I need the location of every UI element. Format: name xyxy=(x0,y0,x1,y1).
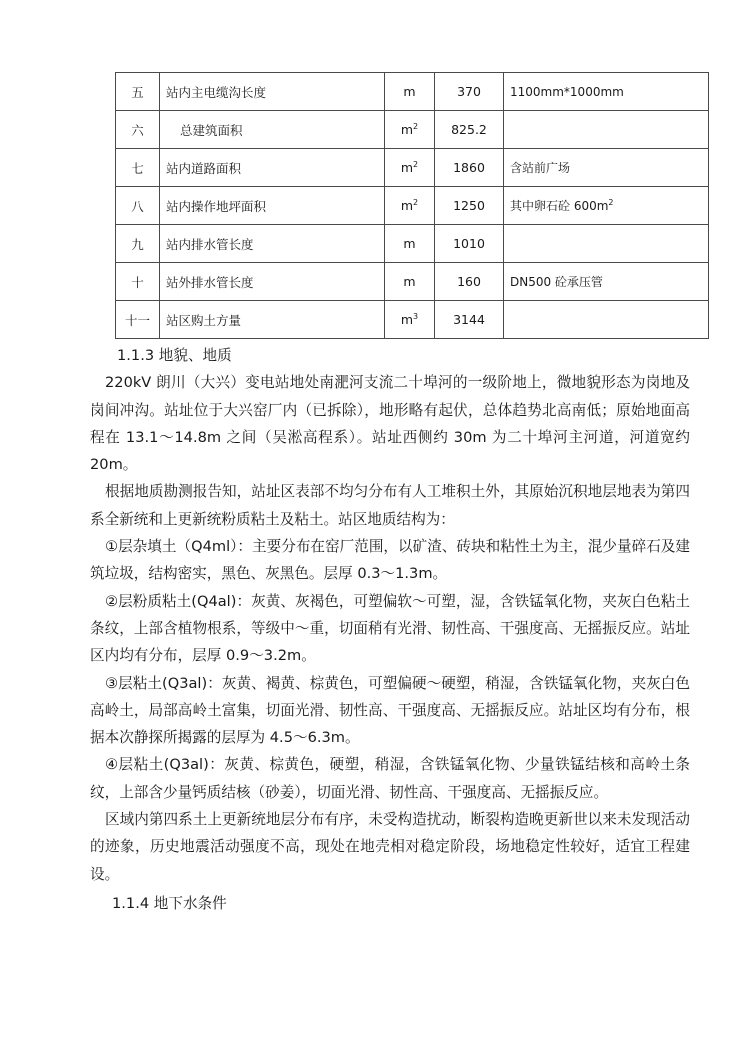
paragraph-layer-4: ④层粘土(Q3al)：灰黄、棕黄色，硬塑，稍湿，含铁锰氧化物、少量铁锰结核和高岭土条纹，上部含少量钙质结核（砂姜），切面光滑、韧性高、干强度高、无摇振反应。 xyxy=(90,756,690,801)
cell-number-text: 十一 xyxy=(124,312,150,328)
cell-note xyxy=(504,301,709,339)
superscript: 2 xyxy=(413,160,419,169)
cell-note xyxy=(504,187,709,225)
paragraph-geology-intro: 根据地质勘测报告知，站址区表部不均匀分布有人工堆积土外，其原始沉积地层地表为第四系全新统和上更新统粉质粘土及粘土。站区地质结构为： xyxy=(90,483,690,528)
cell-quantity-text: 160 xyxy=(457,274,481,289)
cell-note-text: 其中卵石砼 600m xyxy=(510,199,609,213)
cell-number xyxy=(116,301,160,339)
paragraph-layer-3: ③层粘土(Q3al)：灰黄、褐黄、棕黄色，可塑偏硬～硬塑，稍湿，含铁锰氧化物，夹灰白色高岭土，局部高岭土富集，切面光滑、韧性高、干强度高、无摇振反应。站址区均有分布，根据本次静探所揭露的层厚为 4.5～6.3m。 xyxy=(90,674,690,747)
cell-number-text: 十 xyxy=(131,274,144,290)
section-heading-1-1-3: 1.1.3 地貌、地质 xyxy=(117,347,232,364)
superscript: 2 xyxy=(413,122,419,131)
table-row xyxy=(116,149,709,187)
table-row xyxy=(116,225,709,263)
cell-unit-text: m xyxy=(403,84,416,99)
cell-item-text: 站内排水管长度 xyxy=(166,236,254,252)
cell-item xyxy=(160,111,385,149)
cell-note-text: DN500 砼承压管 xyxy=(510,275,603,289)
cell-item xyxy=(160,263,385,301)
cell-item-text: 站区购土方量 xyxy=(166,312,242,328)
cell-note-text: 含站前广场 xyxy=(510,161,571,175)
cell-item xyxy=(160,301,385,339)
cell-number-text: 八 xyxy=(131,198,144,214)
cell-quantity xyxy=(435,149,504,187)
cell-quantity-text: 1010 xyxy=(453,236,485,251)
cell-unit-text: m xyxy=(400,122,414,137)
cell-quantity xyxy=(435,263,504,301)
cell-quantity xyxy=(435,73,504,111)
cell-item-text: 站内主电缆沟长度 xyxy=(166,84,267,100)
cell-unit xyxy=(385,111,435,149)
cell-note-text: 1100mm*1000mm xyxy=(510,84,624,99)
cell-number xyxy=(116,111,160,149)
cell-quantity xyxy=(435,301,504,339)
paragraph-layer-2: ②层粉质粘土(Q4al)：灰黄、灰褐色，可塑偏软～可塑，湿，含铁锰氧化物，夹灰白色粘土条纹，上部含植物根系，等级中～重，切面稍有光滑、韧性高、干强度高、无摇振反应。站址区内均有分布，层厚 0.9～3.2m。 xyxy=(90,592,690,665)
cell-unit xyxy=(385,149,435,187)
superscript: 3 xyxy=(413,312,419,321)
superscript: 2 xyxy=(608,198,614,207)
table-row xyxy=(116,187,709,225)
cell-note xyxy=(504,73,709,111)
table-row xyxy=(116,301,709,339)
cell-number-text: 九 xyxy=(131,236,144,252)
cell-unit-text: m xyxy=(400,312,414,327)
cell-note xyxy=(504,263,709,301)
cell-quantity xyxy=(435,111,504,149)
cell-unit-text: m xyxy=(400,160,414,175)
cell-note xyxy=(504,149,709,187)
cell-quantity-text: 1250 xyxy=(453,198,485,213)
cell-unit-text: m xyxy=(403,274,416,289)
cell-quantity-text: 825.2 xyxy=(451,122,487,137)
cell-number xyxy=(116,263,160,301)
cell-quantity-text: 1860 xyxy=(453,160,485,175)
cell-unit xyxy=(385,73,435,111)
cell-item-text: 站外排水管长度 xyxy=(166,274,254,290)
table-row xyxy=(116,263,709,301)
cell-note xyxy=(504,111,709,149)
paragraph-stability: 区域内第四系土上更新统地层分布有序，未受构造扰动，断裂构造晚更新世以来未发现活动的迹象，历史地震活动强度不高，现处在地壳相对稳定阶段，场地稳定性较好，适宜工程建设。 xyxy=(90,811,690,883)
cell-item-text: 站内道路面积 xyxy=(166,160,242,176)
cell-item-text: 站内操作地坪面积 xyxy=(166,198,267,214)
section-heading-1-1-4: 1.1.4 地下水条件 xyxy=(112,894,227,912)
cell-unit xyxy=(385,225,435,263)
document-body xyxy=(90,342,690,917)
cell-note xyxy=(504,225,709,263)
cell-quantity xyxy=(435,187,504,225)
cell-number xyxy=(116,73,160,111)
cell-number xyxy=(116,149,160,187)
cell-number-text: 六 xyxy=(131,122,144,138)
cell-item-text: 总建筑面积 xyxy=(180,122,243,138)
cell-item xyxy=(160,225,385,263)
table-row xyxy=(116,73,709,111)
cell-number xyxy=(116,187,160,225)
cell-unit-text: m xyxy=(403,236,416,251)
cell-quantity-text: 3144 xyxy=(453,312,485,327)
cell-item xyxy=(160,149,385,187)
cell-number-text: 五 xyxy=(131,84,144,100)
quantities-table xyxy=(115,72,709,339)
cell-unit-text: m xyxy=(400,198,414,213)
paragraph-landform: 220kV 朗川（大兴）变电站地处南淝河支流二十埠河的一级阶地上，微地貌形态为岗地及岗间冲沟。站址位于大兴窑厂内（已拆除），地形略有起伏，总体趋势北高南低；原始地面高程在 13.1～14.8m 之间（吴淞高程系）。站址西侧约 30m 为二十埠河主河道，河道宽约 20m。 xyxy=(90,374,690,474)
superscript: 2 xyxy=(413,198,419,207)
cell-quantity xyxy=(435,225,504,263)
cell-number-text: 七 xyxy=(131,160,144,176)
cell-item xyxy=(160,73,385,111)
cell-quantity-text: 370 xyxy=(457,84,481,99)
cell-unit xyxy=(385,187,435,225)
table-row xyxy=(116,111,709,149)
paragraph-layer-1: ①层杂填土（Q4ml）：主要分布在窑厂范围，以矿渣、砖块和粘性土为主，混少量碎石及建筑垃圾，结构密实，黑色、灰黑色。层厚 0.3～1.3m。 xyxy=(90,538,690,583)
cell-item xyxy=(160,187,385,225)
cell-number xyxy=(116,225,160,263)
cell-unit xyxy=(385,263,435,301)
cell-unit xyxy=(385,301,435,339)
